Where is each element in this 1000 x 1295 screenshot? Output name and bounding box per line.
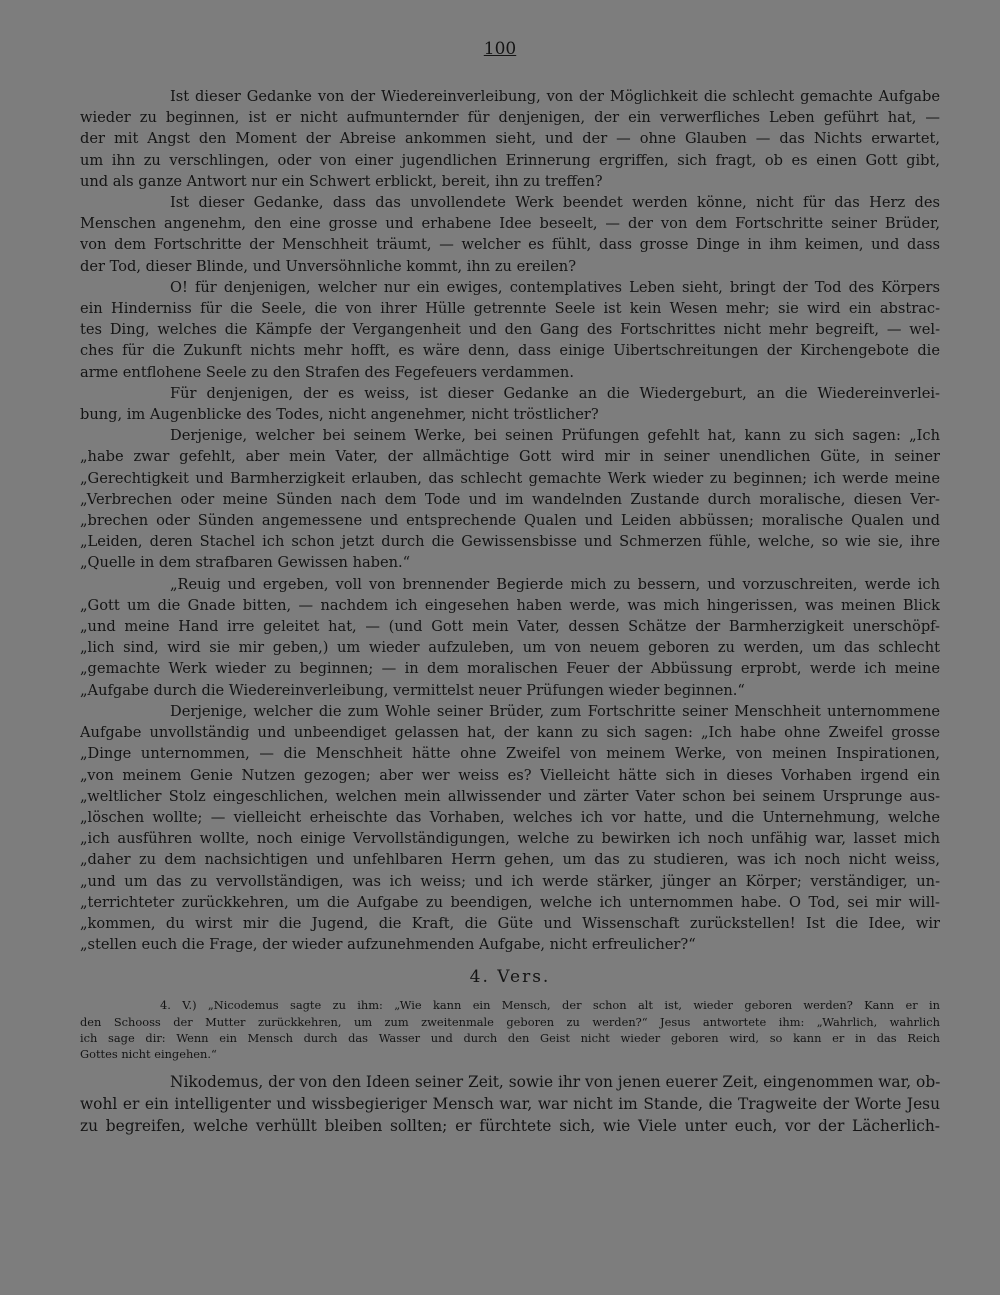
text-line: „und um das zu vervollständigen, was ich weiss; und ich werde stärker, jünger an Körper; verständiger, un-: [80, 872, 940, 890]
text-line: tes Ding, welches die Kämpfe der Vergangenheit und den Gang des Fortschrittes nicht mehr begreift, — wel-: [80, 321, 940, 339]
footnote-line: ich sage dir: Wenn ein Mensch durch das Wasser und durch den Geist nicht wieder geboren wird, so kann er in das Reich: [80, 1030, 940, 1045]
text-line: wieder zu beginnen, ist er nicht aufmunternder für denjenigen, der ein verwerfliches Leben geführt hat, —: [80, 109, 940, 127]
text-line: „Aufgabe durch die Wiedereinverleibung, vermittelst neuer Prüfungen wieder beginnen.“: [80, 681, 745, 699]
paragraph-2: [80, 192, 940, 277]
text-line: „löschen wollte; — vielleicht erheischte das Vorhaben, welches ich vor hatte, und die Unternehmung, welche: [80, 808, 940, 826]
text-line: der mit Angst den Moment der Abreise ankommen sieht, und der — ohne Glauben — das Nichts erwartet,: [80, 130, 940, 148]
text-line: „daher zu dem nachsichtigen und unfehlbaren Herrn gehen, um das zu studieren, was ich noch nicht weiss,: [80, 851, 940, 869]
text-line: „weltlicher Stolz eingeschlichen, welchen mein allwissender und zärter Vater schon bei seinem Ursprunge aus-: [80, 787, 940, 805]
footnote-line: Gottes nicht eingehen.“: [80, 1047, 217, 1062]
text-line: „von meinem Genie Nutzen gezogen; aber wer weiss es? Vielleicht hätte sich in dieses Vorhaben irgend ein: [80, 766, 940, 784]
text-line: Derjenige, welcher bei seinem Werke, bei seinen Prüfungen gefehlt hat, kann zu sich sagen: „Ich: [170, 427, 940, 445]
paragraph-3: [80, 277, 940, 383]
text-line: „Verbrechen oder meine Sünden nach dem Tode und im wandelnden Zustande durch moralische, diesen Ver-: [80, 490, 940, 508]
text-line: O! für denjenigen, welcher nur ein ewiges, contemplatives Leben sieht, bringt der Tod des Körpers: [170, 278, 940, 296]
text-line: Ist dieser Gedanke, dass das unvollendete Werk beendet werden könne, nicht für das Herz des: [170, 194, 940, 212]
footnote: [80, 997, 940, 1062]
text-line: „brechen oder Sünden angemessene und entsprechende Qualen und Leiden abbüssen; moralische Qualen und: [80, 512, 940, 530]
text-line: Für denjenigen, der es weiss, ist dieser Gedanke an die Wiedergeburt, an die Wiedereinverlei-: [170, 384, 940, 402]
text-line: arme entflohene Seele zu den Strafen des Fegefeuers verdammen.: [80, 363, 574, 381]
text-line: ches für die Zukunft nichts mehr hofft, es wäre denn, dass einige Uibertschreitungen der Kirchengebote die: [80, 342, 940, 360]
text-line: „stellen euch die Frage, der wieder aufzunehmenden Aufgabe, nicht erfreulicher?“: [80, 936, 696, 954]
text-line: „lich sind, wird sie mir geben,) um wieder aufzuleben, um von neuem geboren zu werden, um das schlecht: [80, 639, 940, 657]
text-line: von dem Fortschritte der Menschheit träumt, — welcher es fühlt, dass grosse Dinge in ihm keimen, und dass: [80, 236, 940, 254]
text-line: und als ganze Antwort nur ein Schwert erblickt, bereit, ihn zu treffen?: [80, 172, 603, 190]
text-line: „kommen, du wirst mir die Jugend, die Kraft, die Güte und Wissenschaft zurückstellen! Ist die Idee, wir: [80, 914, 940, 932]
paragraph-5: [80, 425, 940, 573]
text-line: Menschen angenehm, den eine grosse und erhabene Idee beseelt, — der von dem Fortschritte seiner Brüder,: [80, 215, 940, 233]
footnote-line: 4. V.) „Nicodemus sagte zu ihm: „Wie kann ein Mensch, der schon alt ist, wieder geboren werden? Kann er in: [160, 998, 940, 1013]
section-heading: 4. Vers.: [469, 967, 551, 988]
page-number: 100: [483, 39, 517, 59]
text-line: „Gott um die Gnade bitten, — nachdem ich eingesehen haben werde, was mich hingerissen, was meinen Blick: [80, 596, 940, 614]
text-line: „Dinge unternommen, — die Menschheit hätte ohne Zweifel von meinem Werke, von meinen Inspirationen,: [80, 745, 940, 763]
paragraph-1: [80, 86, 940, 192]
text-line: „ich ausführen wollte, noch einige Vervollständigungen, welche zu bewirken ich noch unfähig war, lasset mich: [80, 830, 940, 848]
text-line: Ist dieser Gedanke von der Wiedereinverleibung, von der Möglichkeit die schlecht gemachte Aufgabe: [170, 88, 940, 105]
text-line: „Leiden, deren Stachel ich schon jetzt durch die Gewissensbisse und Schmerzen fühle, welche, so wie sie, ihre: [80, 533, 940, 551]
text-line: „terrichteter zurückkehren, um die Aufgabe zu beendigen, welche ich unternommen habe. O Tod, sei mir will-: [80, 893, 940, 911]
paragraph-8: [80, 1071, 940, 1137]
text-line: wohl er ein intelligenter und wissbegieriger Mensch war, war nicht im Stande, die Tragweite der Worte Jesu: [80, 1094, 940, 1113]
text-line: Aufgabe unvollständig und unbeendiget gelassen hat, der kann zu sich sagen: „Ich habe ohne Zweifel grosse: [80, 724, 940, 742]
text-line: „Gerechtigkeit und Barmherzigkeit erlauben, das schlecht gemachte Werk wieder zu beginnen; ich werde meine: [80, 469, 940, 487]
text-line: „und meine Hand irre geleitet hat, — (und Gott mein Vater, dessen Schätze der Barmherzigkeit unerschöpf-: [80, 618, 940, 636]
text-line: „Reuig und ergeben, voll von brennender Begierde mich zu bessern, und vorzuschreiten, werde ich: [170, 575, 940, 593]
text-line: Nikodemus, der von den Ideen seiner Zeit, sowie ihr von jenen euerer Zeit, eingenommen war, ob-: [170, 1072, 940, 1091]
text-line: um ihn zu verschlingen, oder von einer jugendlichen Erinnerung ergriffen, sich fragt, ob es einen Gott gibt,: [80, 151, 940, 169]
text-line: bung, im Augenblicke des Todes, nicht angenehmer, nicht tröstlicher?: [80, 406, 599, 424]
text-line: „habe zwar gefehlt, aber mein Vater, der allmächtige Gott wird mir in seiner unendlichen Güte, in seiner: [80, 448, 940, 466]
text-line: zu begreifen, welche verhüllt bleiben sollten; er fürchtete sich, wie Viele unter euch, vor der Lächerlich-: [80, 1116, 940, 1135]
footnote-line: den Schooss der Mutter zurückkehren, um zum zweitenmale geboren zu werden?“ Jesus antwortete ihm: „Wahrlich, wahrlich: [80, 1014, 940, 1029]
text-line: Derjenige, welcher die zum Wohle seiner Brüder, zum Fortschritte seiner Menschheit unternommene: [170, 702, 940, 720]
body-text: [80, 86, 940, 1137]
text-line: der Tod, dieser Blinde, und Unversöhnliche kommt, ihn zu ereilen?: [80, 257, 577, 275]
text-line: „gemachte Werk wieder zu beginnen; — in dem moralischen Feuer der Abbüssung erprobt, werde ich meine: [80, 660, 940, 678]
paragraph-7: [80, 701, 940, 955]
paragraph-4: [80, 383, 940, 425]
paragraph-6: [80, 574, 940, 701]
text-line: „Quelle in dem strafbaren Gewissen haben.“: [80, 554, 411, 572]
text-line: ein Hinderniss für die Seele, die von ihrer Hülle getrennte Seele ist kein Wesen mehr; sie wird ein abstrac-: [80, 300, 940, 318]
